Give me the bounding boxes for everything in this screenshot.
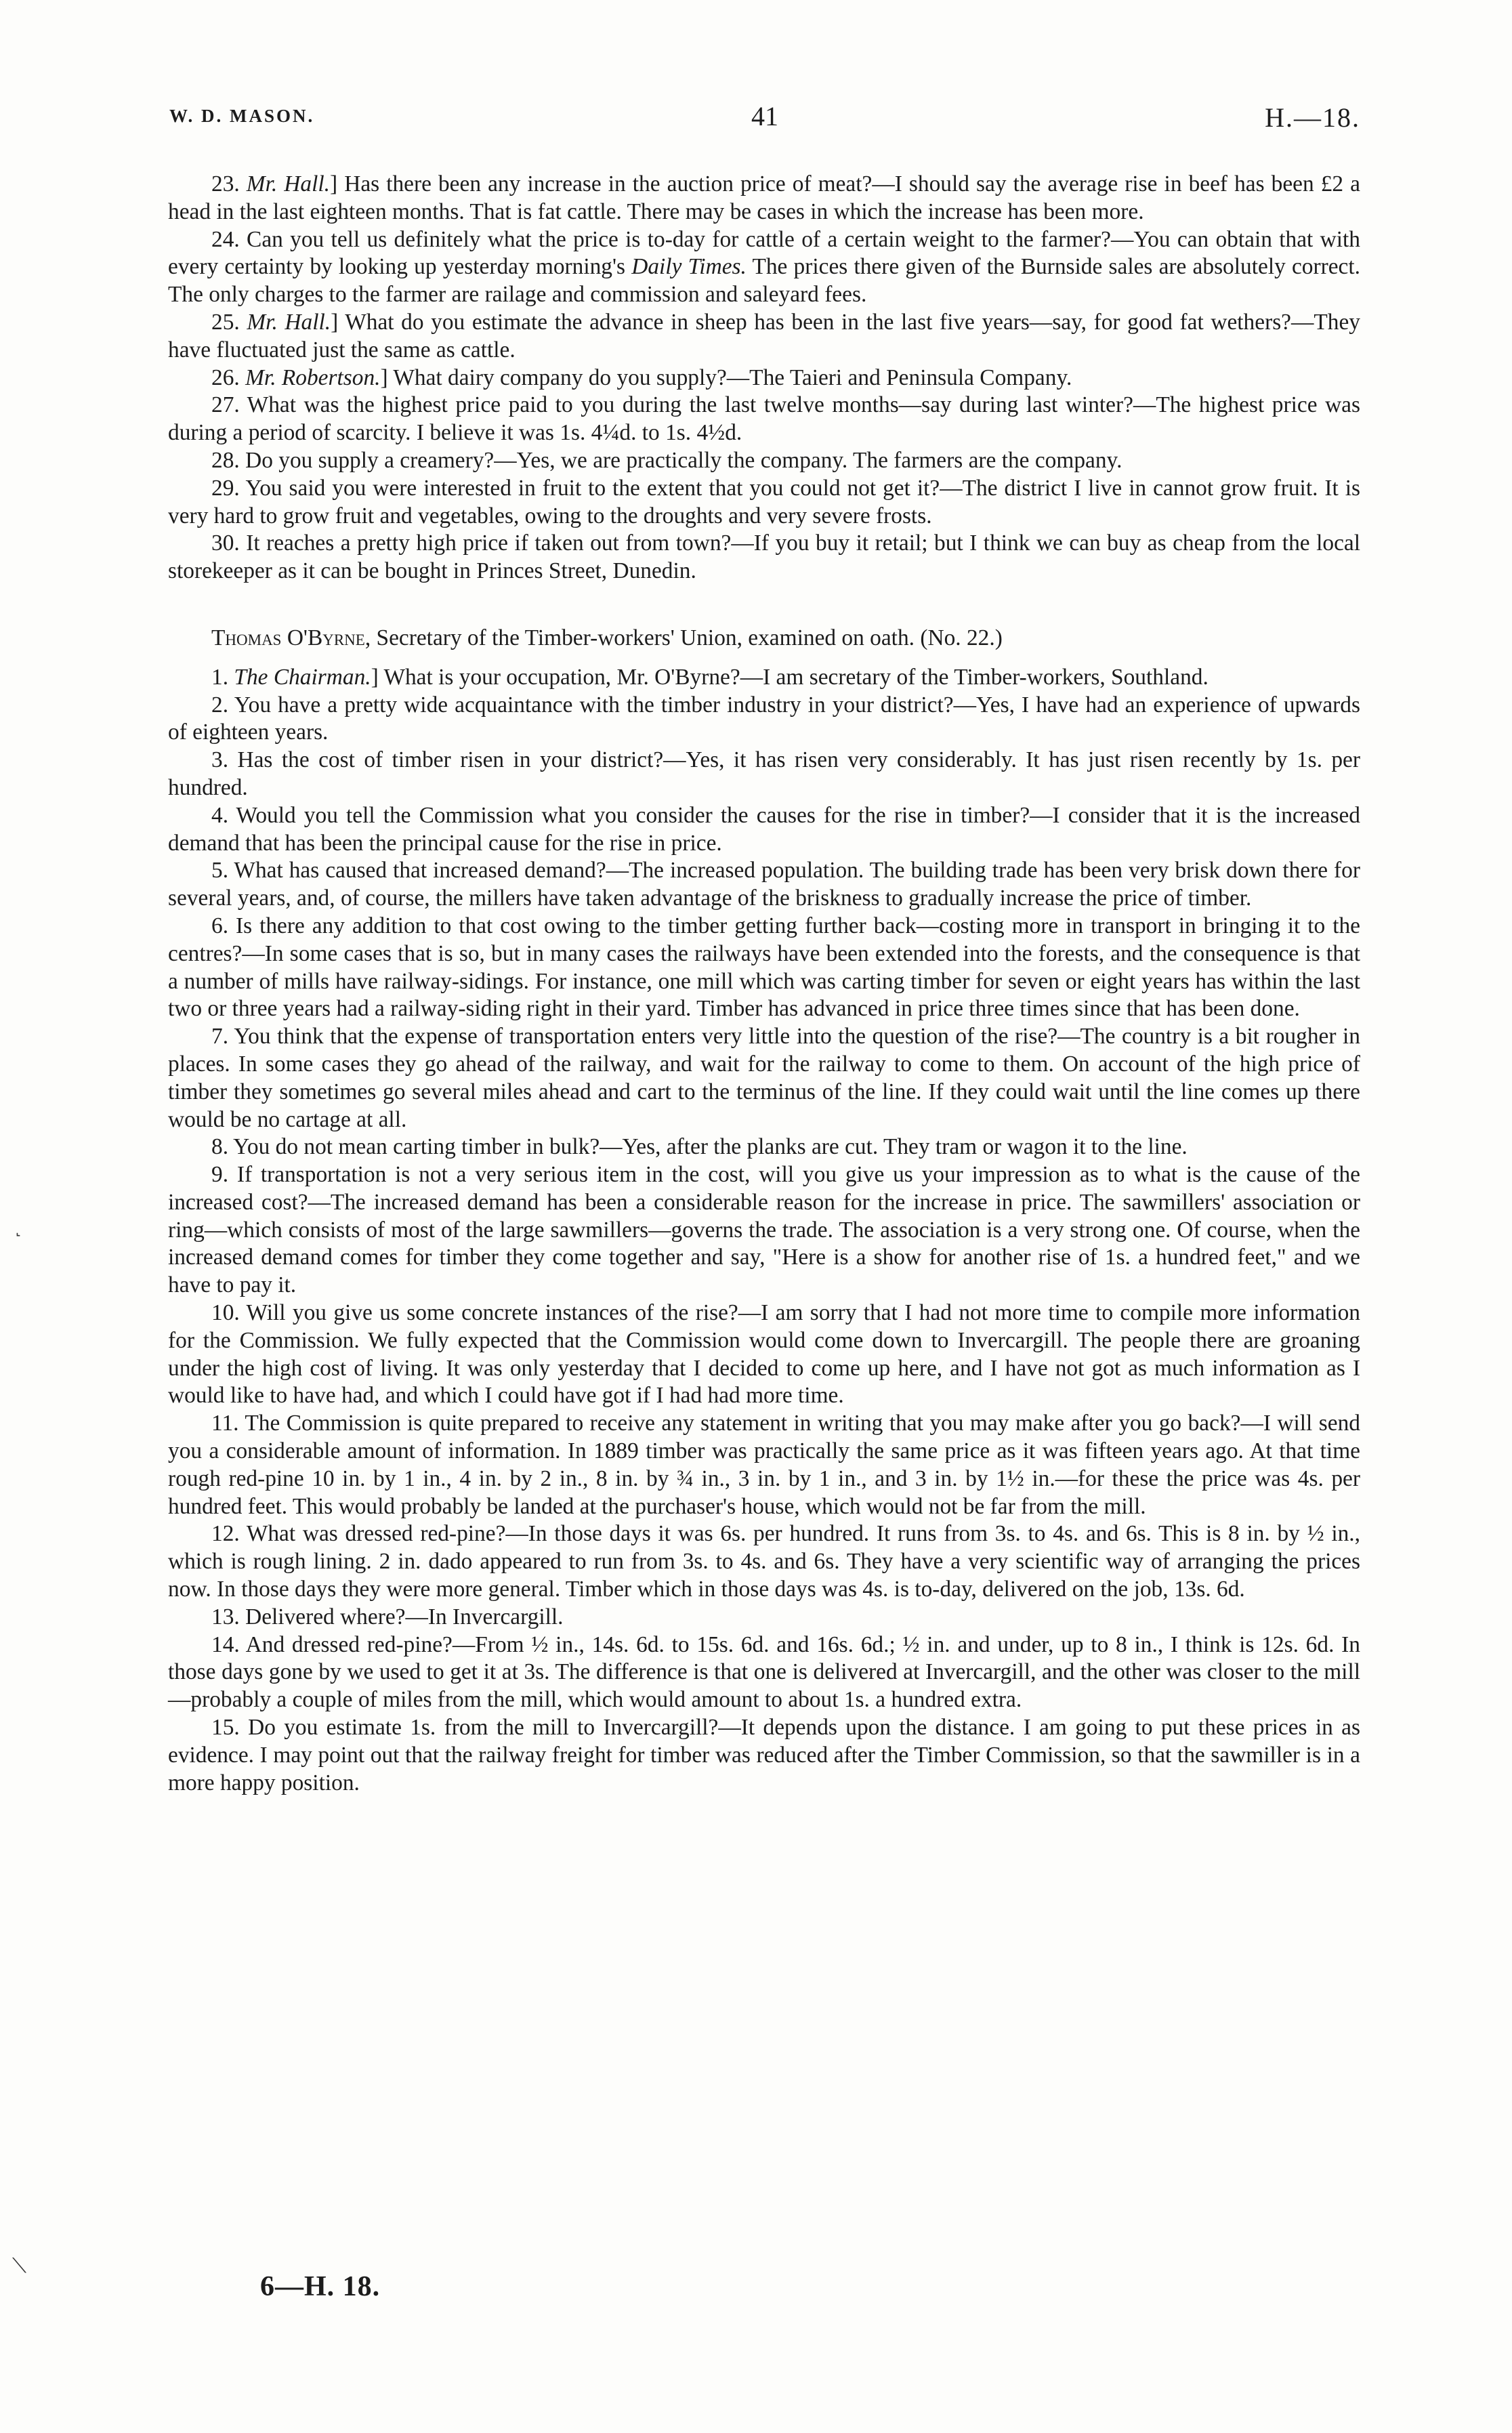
signature-mark: 6—H. 18. [260, 2271, 381, 2302]
testimony-paragraph: 6. Is there any addition to that cost owing to the timber getting further back—costing more in transport in bringing it to the centres?—In some cases that is so, but in many cases the railways have been extended into the forests, and the consequence is that a number of mills have railway-sidings. For instance, one mill which was carting timber for seven or eight years has within the last two or three years had a railway-siding right in their yard. Timber has advanced in price three times since that has been done. [168, 913, 1360, 1022]
testimony-paragraph: 27. What was the highest price paid to you during the last twelve months—say during last winter?—The highest price was during a period of scarcity. I believe it was 1s. 4¼d. to 1s. 4½d. [168, 392, 1360, 446]
testimony-paragraph: 26. Mr. Robertson.] What dairy company do you supply?—The Taieri and Peninsula Company. [211, 365, 1072, 390]
header-witness-name: W. D. MASON. [169, 106, 315, 126]
testimony-paragraph: 23. Mr. Hall.] Has there been any increase in the auction price of meat?—I should say the average rise in beef has been £2 a head in the last eighteen months. That is fat cattle. There may be cases in which the increase has been more. [168, 171, 1361, 224]
margin-tick-mark: ⟍ [12, 2255, 26, 2277]
page-body [168, 171, 1360, 1797]
testimony-paragraph: 24. Can you tell us definitely what the price is to-day for cattle of a certain weight to the farmer?—You can obtain that with every certainty by looking up yesterday morning's Daily Times. The prices there given of the Burnside sales are absolutely correct. The only charges to the farmer are railage and commission and saleyard fees. [168, 226, 1361, 308]
testimony-paragraph: 8. You do not mean carting timber in bulk?—Yes, after the planks are cut. They tram or wagon it to the line. [211, 1134, 1188, 1160]
testimony-paragraph: 11. The Commission is quite prepared to receive any statement in writing that you may make after you go back?—I will send you a considerable amount of information. In 1889 timber was practically the same price as it was fifteen years ago. At that time rough red-pine 10 in. by 1 in., 4 in. by 2 in., 8 in. by ¾ in., 3 in. by 1 in., and 3 in. by 1½ in.—for these the price was 4s. per hundred feet. This would probably be landed at the purchaser's house, which would not be far from the mill. [168, 1411, 1360, 1519]
testimony-paragraph: 7. You think that the expense of transportation enters very little into the question of the rise?—The country is a bit rougher in places. In some cases they go ahead of the railway, and wait for the railway to come to them. On account of the high price of timber they sometimes go several miles ahead and cart to the terminus of the line. If they could wait until the line comes up there would be no cartage at all. [168, 1024, 1360, 1132]
obyrne-testimony [168, 664, 1360, 1797]
testimony-paragraph: 10. Will you give us some concrete instances of the rise?—I am sorry that I had not more time to compile more information for the Commission. We fully expected that the Commission would come down to Invercargill. The people there are groaning under the high cost of living. It was only yesterday that I decided to come up here, and I have not got as much information as I would like to have had, and which I could have got if I had had more time. [168, 1300, 1360, 1409]
margin-tick-mark: ˻ [15, 1214, 22, 1236]
testimony-paragraph: 4. Would you tell the Commission what you consider the causes for the rise in timber?—I consider that it is the increased demand that has been the principal cause for the rise in price. [168, 802, 1360, 856]
testimony-paragraph: 28. Do you supply a creamery?—Yes, we are practically the company. The farmers are the company. [211, 447, 1122, 473]
testimony-paragraph: 12. What was dressed red-pine?—In those days it was 6s. per hundred. It runs from 3s. to 4s. and 6s. This is 8 in. by ½ in., which is rough lining. 2 in. dado appeared to run from 3s. to 4s. and 6s. They have a very scientific way of arranging the prices now. In those days they were more general. Timber which in those days was 4s. is to-day, delivered on the job, 13s. 6d. [168, 1521, 1360, 1602]
testimony-paragraph: 2. You have a pretty wide acquaintance with the timber industry in your district?—Yes, I have had an experience of upwards of eighteen years. [168, 692, 1360, 745]
testimony-paragraph: 13. Delivered where?—In Invercargill. [211, 1604, 564, 1629]
page-number: 41 [751, 101, 778, 131]
witness-description: , Secretary of the Timber-workers' Union, examined on oath. (No. 22.) [364, 625, 1003, 650]
testimony-paragraph: 29. You said you were interested in fruit to the extent that you could not get it?—The district I live in cannot grow fruit. It is very hard to grow fruit and vegetables, owing to the droughts and very severe frosts. [168, 475, 1360, 528]
document-reference: H.—18. [1265, 102, 1360, 133]
witness-heading [168, 625, 1360, 652]
testimony-paragraph: 3. Has the cost of timber risen in your district?—Yes, it has risen very considerably. It has just risen recently by 1s. per hundred. [168, 747, 1360, 800]
testimony-paragraph: 9. If transportation is not a very serious item in the cost, will you give us your impression as to what is the cause of the increased cost?—The increased demand has been a considerable reason for the increase in price. The sawmillers' association or ring—which consists of most of the large sawmillers—governs the trade. The association is a very strong one. Of course, when the increased demand comes for timber they come together and say, "Here is a show for another rise of 1s. a hundred feet," and we have to pay it. [168, 1162, 1360, 1298]
testimony-paragraph: 14. And dressed red-pine?—From ½ in., 14s. 6d. to 15s. 6d. and 16s. 6d.; ½ in. and under, up to 8 in., I think is 12s. 6d. In those days gone by we used to get it at 3s. The difference is that one is delivered at Invercargill, and the other was closer to the mill—probably a couple of miles from the mill, which would amount to about 1s. a hundred extra. [168, 1631, 1360, 1713]
testimony-paragraph: 25. Mr. Hall.] What do you estimate the advance in sheep has been in the last five years—say, for good fat wethers?—They have fluctuated just the same as cattle. [168, 309, 1361, 362]
page-header [169, 100, 1360, 141]
testimony-paragraph: 5. What has caused that increased demand?—The increased population. The building trade has been very brisk down there for several years, and, of course, the millers have taken advantage of the briskness to gradually increase the price of timber. [168, 858, 1360, 911]
mason-testimony [168, 171, 1360, 585]
witness-name: Thomas O'Byrne [211, 625, 365, 650]
testimony-paragraph: 15. Do you estimate 1s. from the mill to Invercargill?—It depends upon the distance. I am going to put these prices in as evidence. I may point out that the railway freight for timber was reduced after the Timber Commission, so that the sawmiller is in a more happy position. [168, 1715, 1360, 1795]
testimony-paragraph: 1. The Chairman.] What is your occupation, Mr. O'Byrne?—I am secretary of the Timber-workers, Southland. [211, 664, 1209, 690]
testimony-paragraph: 30. It reaches a pretty high price if taken out from town?—If you buy it retail; but I think we can buy as cheap from the local storekeeper as it can be bought in Princes Street, Dunedin. [168, 531, 1360, 584]
